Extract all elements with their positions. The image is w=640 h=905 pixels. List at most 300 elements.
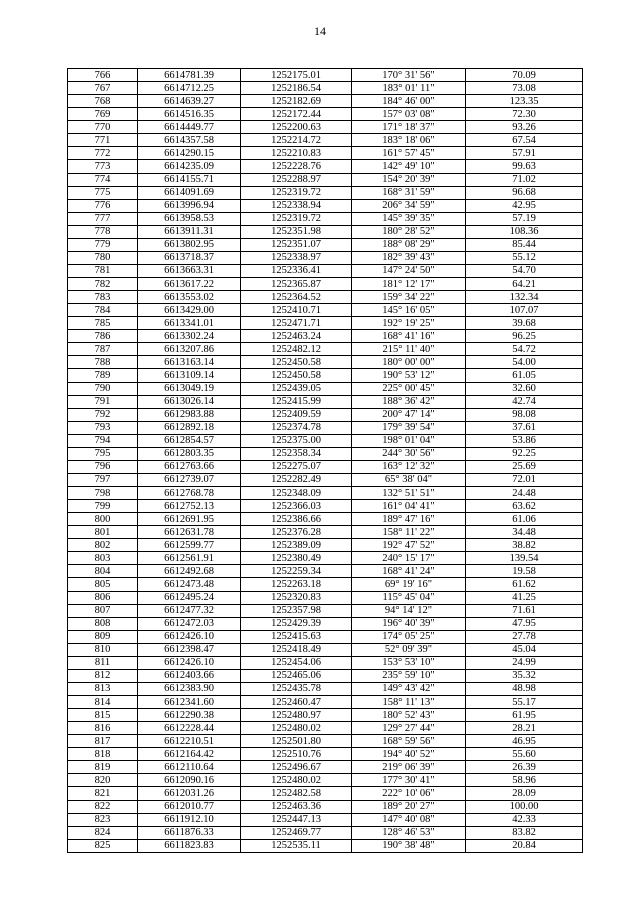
x-coordinate-cell: 6613958.53	[138, 212, 241, 225]
y-coordinate-cell: 1252319.72	[241, 212, 352, 225]
x-coordinate-cell: 6612426.10	[138, 630, 241, 643]
distance-cell: 39.68	[466, 317, 583, 330]
x-coordinate-cell: 6613718.37	[138, 251, 241, 264]
point-number-cell: 787	[68, 343, 138, 356]
point-number-cell: 793	[68, 421, 138, 434]
distance-cell: 45.04	[466, 643, 583, 656]
distance-cell: 99.63	[466, 160, 583, 173]
point-number-cell: 777	[68, 212, 138, 225]
direction-angle-cell: 161° 04' 41"	[352, 500, 466, 513]
y-coordinate-cell: 1252480.97	[241, 709, 352, 722]
distance-cell: 93.26	[466, 121, 583, 134]
distance-cell: 98.08	[466, 408, 583, 421]
table-row	[68, 643, 583, 656]
direction-angle-cell: 206° 34' 59"	[352, 199, 466, 212]
direction-angle-cell: 180° 00' 00"	[352, 356, 466, 369]
distance-cell: 72.01	[466, 473, 583, 486]
table-row	[68, 356, 583, 369]
x-coordinate-cell: 6614639.27	[138, 95, 241, 108]
direction-angle-cell: 219° 06' 39"	[352, 761, 466, 774]
table-row	[68, 408, 583, 421]
y-coordinate-cell: 1252450.58	[241, 369, 352, 382]
distance-cell: 37.61	[466, 421, 583, 434]
distance-cell: 26.39	[466, 761, 583, 774]
distance-cell: 58.96	[466, 774, 583, 787]
distance-cell: 67.54	[466, 134, 583, 147]
table-row	[68, 108, 583, 121]
y-coordinate-cell: 1252480.02	[241, 774, 352, 787]
y-coordinate-cell: 1252210.83	[241, 147, 352, 160]
distance-cell: 107.07	[466, 304, 583, 317]
table-row	[68, 278, 583, 291]
distance-cell: 48.98	[466, 682, 583, 695]
point-number-cell: 803	[68, 552, 138, 565]
y-coordinate-cell: 1252429.39	[241, 617, 352, 630]
table-row	[68, 630, 583, 643]
x-coordinate-cell: 6612398.47	[138, 643, 241, 656]
direction-angle-cell: 158° 11' 22"	[352, 526, 466, 539]
direction-angle-cell: 149° 43' 42"	[352, 682, 466, 695]
point-number-cell: 795	[68, 447, 138, 460]
page-number: 14	[314, 24, 326, 38]
point-number-cell: 785	[68, 317, 138, 330]
x-coordinate-cell: 6612290.38	[138, 709, 241, 722]
point-number-cell: 794	[68, 434, 138, 447]
direction-angle-cell: 189° 20' 27"	[352, 800, 466, 813]
y-coordinate-cell: 1252186.54	[241, 82, 352, 95]
point-number-cell: 810	[68, 643, 138, 656]
x-coordinate-cell: 6612803.35	[138, 447, 241, 460]
table-row	[68, 369, 583, 382]
direction-angle-cell: 129° 27' 44"	[352, 722, 466, 735]
x-coordinate-cell: 6612691.95	[138, 513, 241, 526]
table-row	[68, 565, 583, 578]
table-row	[68, 682, 583, 695]
y-coordinate-cell: 1252463.36	[241, 800, 352, 813]
direction-angle-cell: 235° 59' 10"	[352, 669, 466, 682]
x-coordinate-cell: 6613049.19	[138, 382, 241, 395]
direction-angle-cell: 147° 24' 50"	[352, 264, 466, 277]
distance-cell: 28.09	[466, 787, 583, 800]
direction-angle-cell: 184° 46' 00"	[352, 95, 466, 108]
x-coordinate-cell: 6612090.16	[138, 774, 241, 787]
direction-angle-cell: 190° 53' 12"	[352, 369, 466, 382]
point-number-cell: 806	[68, 591, 138, 604]
x-coordinate-cell: 6614091.69	[138, 186, 241, 199]
x-coordinate-cell: 6613026.14	[138, 395, 241, 408]
distance-cell: 61.95	[466, 709, 583, 722]
table-row	[68, 251, 583, 264]
point-number-cell: 769	[68, 108, 138, 121]
table-row	[68, 591, 583, 604]
table-row	[68, 604, 583, 617]
x-coordinate-cell: 6613109.14	[138, 369, 241, 382]
direction-angle-cell: 222° 10' 06"	[352, 787, 466, 800]
y-coordinate-cell: 1252200.63	[241, 121, 352, 134]
direction-angle-cell: 94° 14' 12"	[352, 604, 466, 617]
table-row	[68, 160, 583, 173]
distance-cell: 73.08	[466, 82, 583, 95]
coordinates-table-body	[68, 69, 583, 853]
direction-angle-cell: 225° 00' 45"	[352, 382, 466, 395]
table-row	[68, 500, 583, 513]
table-row	[68, 134, 583, 147]
direction-angle-cell: 180° 28' 52"	[352, 225, 466, 238]
table-row	[68, 225, 583, 238]
direction-angle-cell: 69° 19' 16"	[352, 578, 466, 591]
x-coordinate-cell: 6613302.24	[138, 330, 241, 343]
table-row	[68, 69, 583, 82]
distance-cell: 55.12	[466, 251, 583, 264]
direction-angle-cell: 154° 20' 39"	[352, 173, 466, 186]
x-coordinate-cell: 6612763.66	[138, 460, 241, 473]
y-coordinate-cell: 1252460.47	[241, 696, 352, 709]
point-number-cell: 802	[68, 539, 138, 552]
distance-cell: 35.32	[466, 669, 583, 682]
x-coordinate-cell: 6613163.14	[138, 356, 241, 369]
direction-angle-cell: 179° 39' 54"	[352, 421, 466, 434]
distance-cell: 55.60	[466, 748, 583, 761]
point-number-cell: 819	[68, 761, 138, 774]
distance-cell: 54.70	[466, 264, 583, 277]
distance-cell: 34.48	[466, 526, 583, 539]
point-number-cell: 814	[68, 696, 138, 709]
x-coordinate-cell: 6614155.71	[138, 173, 241, 186]
distance-cell: 42.74	[466, 395, 583, 408]
table-row	[68, 212, 583, 225]
distance-cell: 132.34	[466, 291, 583, 304]
direction-angle-cell: 181° 12' 17"	[352, 278, 466, 291]
x-coordinate-cell: 6612492.68	[138, 565, 241, 578]
table-row	[68, 173, 583, 186]
distance-cell: 63.62	[466, 500, 583, 513]
x-coordinate-cell: 6612983.88	[138, 408, 241, 421]
y-coordinate-cell: 1252348.09	[241, 487, 352, 500]
x-coordinate-cell: 6612631.78	[138, 526, 241, 539]
table-row	[68, 447, 583, 460]
point-number-cell: 825	[68, 839, 138, 852]
y-coordinate-cell: 1252288.97	[241, 173, 352, 186]
x-coordinate-cell: 6614235.09	[138, 160, 241, 173]
table-row	[68, 539, 583, 552]
coordinates-table	[67, 68, 583, 853]
x-coordinate-cell: 6613911.31	[138, 225, 241, 238]
distance-cell: 85.44	[466, 238, 583, 251]
x-coordinate-cell: 6612164.42	[138, 748, 241, 761]
x-coordinate-cell: 6613802.95	[138, 238, 241, 251]
x-coordinate-cell: 6612739.07	[138, 473, 241, 486]
table-row	[68, 761, 583, 774]
distance-cell: 61.06	[466, 513, 583, 526]
direction-angle-cell: 145° 16' 05"	[352, 304, 466, 317]
y-coordinate-cell: 1252482.12	[241, 343, 352, 356]
y-coordinate-cell: 1252535.11	[241, 839, 352, 852]
table-row	[68, 826, 583, 839]
x-coordinate-cell: 6613996.94	[138, 199, 241, 212]
distance-cell: 28.21	[466, 722, 583, 735]
y-coordinate-cell: 1252465.06	[241, 669, 352, 682]
point-number-cell: 779	[68, 238, 138, 251]
x-coordinate-cell: 6612210.51	[138, 735, 241, 748]
distance-cell: 70.09	[466, 69, 583, 82]
point-number-cell: 817	[68, 735, 138, 748]
point-number-cell: 773	[68, 160, 138, 173]
x-coordinate-cell: 6614781.39	[138, 69, 241, 82]
distance-cell: 71.61	[466, 604, 583, 617]
point-number-cell: 824	[68, 826, 138, 839]
table-row	[68, 395, 583, 408]
x-coordinate-cell: 6612341.60	[138, 696, 241, 709]
table-row	[68, 199, 583, 212]
table-row	[68, 709, 583, 722]
direction-angle-cell: 183° 18' 06"	[352, 134, 466, 147]
table-row	[68, 735, 583, 748]
point-number-cell: 771	[68, 134, 138, 147]
x-coordinate-cell: 6611823.83	[138, 839, 241, 852]
distance-cell: 72.30	[466, 108, 583, 121]
direction-angle-cell: 215° 11' 40"	[352, 343, 466, 356]
point-number-cell: 772	[68, 147, 138, 160]
point-number-cell: 812	[68, 669, 138, 682]
direction-angle-cell: 52° 09' 39"	[352, 643, 466, 656]
table-row	[68, 800, 583, 813]
x-coordinate-cell: 6612426.10	[138, 656, 241, 669]
y-coordinate-cell: 1252175.01	[241, 69, 352, 82]
y-coordinate-cell: 1252282.49	[241, 473, 352, 486]
direction-angle-cell: 159° 34' 22"	[352, 291, 466, 304]
point-number-cell: 791	[68, 395, 138, 408]
y-coordinate-cell: 1252510.76	[241, 748, 352, 761]
point-number-cell: 816	[68, 722, 138, 735]
y-coordinate-cell: 1252380.49	[241, 552, 352, 565]
y-coordinate-cell: 1252182.69	[241, 95, 352, 108]
direction-angle-cell: 158° 11' 13"	[352, 696, 466, 709]
distance-cell: 47.95	[466, 617, 583, 630]
direction-angle-cell: 115° 45' 04"	[352, 591, 466, 604]
distance-cell: 19.58	[466, 565, 583, 578]
y-coordinate-cell: 1252447.13	[241, 813, 352, 826]
y-coordinate-cell: 1252450.58	[241, 356, 352, 369]
direction-angle-cell: 128° 46' 53"	[352, 826, 466, 839]
x-coordinate-cell: 6612010.77	[138, 800, 241, 813]
table-row	[68, 382, 583, 395]
point-number-cell: 818	[68, 748, 138, 761]
direction-angle-cell: 153° 53' 10"	[352, 656, 466, 669]
x-coordinate-cell: 6611876.33	[138, 826, 241, 839]
point-number-cell: 767	[68, 82, 138, 95]
direction-angle-cell: 200° 47' 14"	[352, 408, 466, 421]
x-coordinate-cell: 6614449.77	[138, 121, 241, 134]
table-row	[68, 121, 583, 134]
table-row	[68, 343, 583, 356]
y-coordinate-cell: 1252496.67	[241, 761, 352, 774]
x-coordinate-cell: 6614290.15	[138, 147, 241, 160]
x-coordinate-cell: 6612561.91	[138, 552, 241, 565]
y-coordinate-cell: 1252376.28	[241, 526, 352, 539]
table-row	[68, 487, 583, 500]
table-row	[68, 460, 583, 473]
distance-cell: 42.33	[466, 813, 583, 826]
distance-cell: 61.05	[466, 369, 583, 382]
y-coordinate-cell: 1252172.44	[241, 108, 352, 121]
x-coordinate-cell: 6612110.64	[138, 761, 241, 774]
direction-angle-cell: 142° 49' 10"	[352, 160, 466, 173]
point-number-cell: 813	[68, 682, 138, 695]
x-coordinate-cell: 6611912.10	[138, 813, 241, 826]
point-number-cell: 804	[68, 565, 138, 578]
y-coordinate-cell: 1252409.59	[241, 408, 352, 421]
direction-angle-cell: 196° 40' 39"	[352, 617, 466, 630]
point-number-cell: 786	[68, 330, 138, 343]
direction-angle-cell: 170° 31' 56"	[352, 69, 466, 82]
table-row	[68, 304, 583, 317]
y-coordinate-cell: 1252364.52	[241, 291, 352, 304]
point-number-cell: 808	[68, 617, 138, 630]
table-row	[68, 264, 583, 277]
distance-cell: 108.36	[466, 225, 583, 238]
point-number-cell: 766	[68, 69, 138, 82]
y-coordinate-cell: 1252338.97	[241, 251, 352, 264]
direction-angle-cell: 157° 03' 08"	[352, 108, 466, 121]
y-coordinate-cell: 1252480.02	[241, 722, 352, 735]
y-coordinate-cell: 1252336.41	[241, 264, 352, 277]
direction-angle-cell: 145° 39' 35"	[352, 212, 466, 225]
direction-angle-cell: 168° 31' 59"	[352, 186, 466, 199]
point-number-cell: 800	[68, 513, 138, 526]
distance-cell: 57.19	[466, 212, 583, 225]
y-coordinate-cell: 1252469.77	[241, 826, 352, 839]
distance-cell: 53.86	[466, 434, 583, 447]
y-coordinate-cell: 1252320.83	[241, 591, 352, 604]
direction-angle-cell: 189° 47' 16"	[352, 513, 466, 526]
distance-cell: 92.25	[466, 447, 583, 460]
point-number-cell: 783	[68, 291, 138, 304]
y-coordinate-cell: 1252415.99	[241, 395, 352, 408]
distance-cell: 71.02	[466, 173, 583, 186]
table-row	[68, 669, 583, 682]
direction-angle-cell: 168° 59' 56"	[352, 735, 466, 748]
y-coordinate-cell: 1252319.72	[241, 186, 352, 199]
x-coordinate-cell: 6612472.03	[138, 617, 241, 630]
table-row	[68, 291, 583, 304]
distance-cell: 46.95	[466, 735, 583, 748]
point-number-cell: 822	[68, 800, 138, 813]
distance-cell: 83.82	[466, 826, 583, 839]
x-coordinate-cell: 6612383.90	[138, 682, 241, 695]
point-number-cell: 778	[68, 225, 138, 238]
table-row	[68, 330, 583, 343]
distance-cell: 100.00	[466, 800, 583, 813]
point-number-cell: 774	[68, 173, 138, 186]
table-row	[68, 95, 583, 108]
distance-cell: 96.25	[466, 330, 583, 343]
y-coordinate-cell: 1252263.18	[241, 578, 352, 591]
point-number-cell: 820	[68, 774, 138, 787]
point-number-cell: 821	[68, 787, 138, 800]
x-coordinate-cell: 6612477.32	[138, 604, 241, 617]
direction-angle-cell: 65° 38' 04"	[352, 473, 466, 486]
direction-angle-cell: 192° 47' 52"	[352, 539, 466, 552]
table-row	[68, 82, 583, 95]
y-coordinate-cell: 1252228.76	[241, 160, 352, 173]
point-number-cell: 790	[68, 382, 138, 395]
direction-angle-cell: 188° 36' 42"	[352, 395, 466, 408]
x-coordinate-cell: 6613429.00	[138, 304, 241, 317]
y-coordinate-cell: 1252259.34	[241, 565, 352, 578]
point-number-cell: 788	[68, 356, 138, 369]
table-row	[68, 513, 583, 526]
distance-cell: 123.35	[466, 95, 583, 108]
table-row	[68, 186, 583, 199]
y-coordinate-cell: 1252435.78	[241, 682, 352, 695]
distance-cell: 41.25	[466, 591, 583, 604]
x-coordinate-cell: 6612228.44	[138, 722, 241, 735]
distance-cell: 25.69	[466, 460, 583, 473]
table-row	[68, 696, 583, 709]
y-coordinate-cell: 1252418.49	[241, 643, 352, 656]
distance-cell: 61.62	[466, 578, 583, 591]
direction-angle-cell: 192° 19' 25"	[352, 317, 466, 330]
distance-cell: 27.78	[466, 630, 583, 643]
y-coordinate-cell: 1252358.34	[241, 447, 352, 460]
y-coordinate-cell: 1252415.63	[241, 630, 352, 643]
y-coordinate-cell: 1252454.06	[241, 656, 352, 669]
x-coordinate-cell: 6612031.26	[138, 787, 241, 800]
direction-angle-cell: 198° 01' 04"	[352, 434, 466, 447]
table-row	[68, 552, 583, 565]
y-coordinate-cell: 1252366.03	[241, 500, 352, 513]
point-number-cell: 799	[68, 500, 138, 513]
point-number-cell: 775	[68, 186, 138, 199]
direction-angle-cell: 168° 41' 24"	[352, 565, 466, 578]
x-coordinate-cell: 6613553.02	[138, 291, 241, 304]
x-coordinate-cell: 6614516.35	[138, 108, 241, 121]
point-number-cell: 789	[68, 369, 138, 382]
distance-cell: 38.82	[466, 539, 583, 552]
table-row	[68, 147, 583, 160]
point-number-cell: 815	[68, 709, 138, 722]
distance-cell: 42.95	[466, 199, 583, 212]
x-coordinate-cell: 6612473.48	[138, 578, 241, 591]
direction-angle-cell: 171° 18' 37"	[352, 121, 466, 134]
direction-angle-cell: 180° 52' 43"	[352, 709, 466, 722]
distance-cell: 57.91	[466, 147, 583, 160]
distance-cell: 139.54	[466, 552, 583, 565]
direction-angle-cell: 163° 12' 32"	[352, 460, 466, 473]
direction-angle-cell: 182° 39' 43"	[352, 251, 466, 264]
table-row	[68, 787, 583, 800]
x-coordinate-cell: 6612854.57	[138, 434, 241, 447]
point-number-cell: 784	[68, 304, 138, 317]
point-number-cell: 798	[68, 487, 138, 500]
table-row	[68, 813, 583, 826]
direction-angle-cell: 147° 40' 08"	[352, 813, 466, 826]
y-coordinate-cell: 1252389.09	[241, 539, 352, 552]
x-coordinate-cell: 6613663.31	[138, 264, 241, 277]
y-coordinate-cell: 1252471.71	[241, 317, 352, 330]
table-row	[68, 421, 583, 434]
distance-cell: 96.68	[466, 186, 583, 199]
x-coordinate-cell: 6612752.13	[138, 500, 241, 513]
y-coordinate-cell: 1252338.94	[241, 199, 352, 212]
y-coordinate-cell: 1252351.98	[241, 225, 352, 238]
y-coordinate-cell: 1252351.07	[241, 238, 352, 251]
direction-angle-cell: 132° 51' 51"	[352, 487, 466, 500]
x-coordinate-cell: 6614357.58	[138, 134, 241, 147]
point-number-cell: 776	[68, 199, 138, 212]
point-number-cell: 797	[68, 473, 138, 486]
point-number-cell: 782	[68, 278, 138, 291]
